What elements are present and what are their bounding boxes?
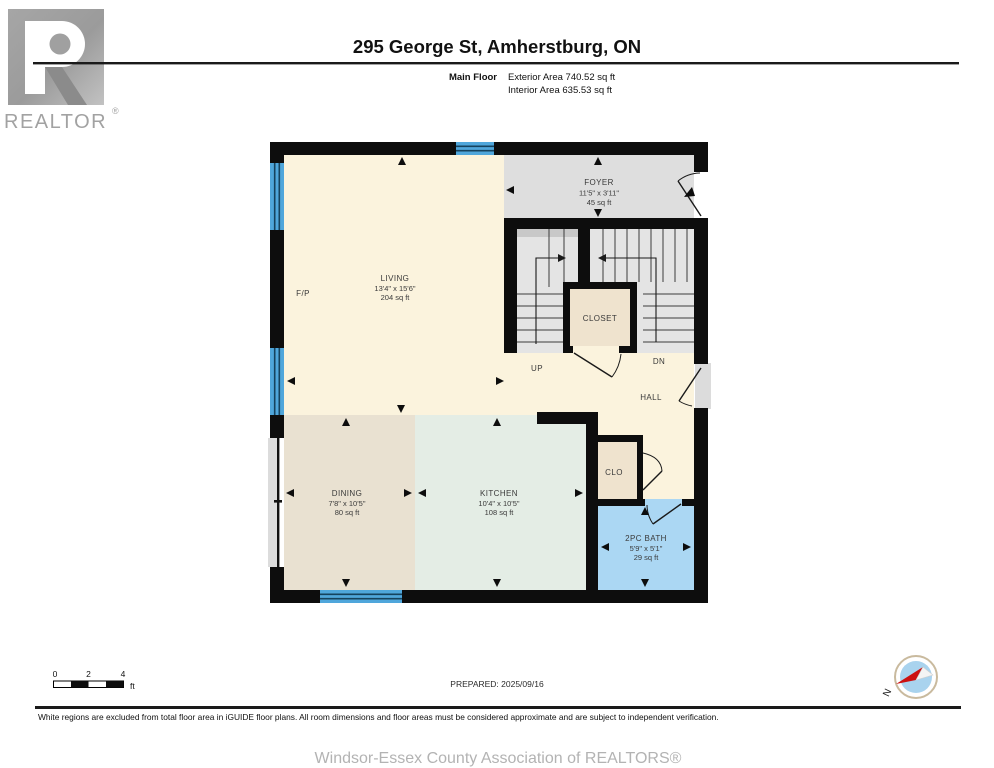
window-left-upper (270, 163, 284, 230)
wall-stair-divider (578, 229, 590, 288)
wall-left-lower (270, 567, 284, 603)
closet-door-opening (573, 346, 619, 353)
realtor-logo-r-bowl-hole (50, 34, 71, 55)
foyer-area: 45 sq ft (586, 198, 612, 207)
realtor-registered-mark: ® (112, 106, 119, 116)
realtor-logo (8, 9, 104, 105)
stairs-up-label: UP (531, 364, 543, 373)
window-left-mid (270, 348, 284, 415)
disclaimer-text: White regions are excluded from total floor area in iGUIDE floor plans. All room dimensions and floor areas must be considered approximate and are subject to independent verification. (38, 712, 719, 722)
wall-stair-left (504, 222, 517, 353)
scale-bar-seg1 (71, 681, 89, 688)
fireplace-label: F/P (296, 289, 310, 298)
scale-tick-0: 0 (52, 669, 58, 679)
prepared-date: PREPARED: 2025/09/16 (450, 679, 544, 689)
window-top (456, 142, 494, 155)
footer (35, 656, 961, 767)
stairs-down-label: DN (652, 357, 666, 366)
bath-door-opening (645, 499, 682, 506)
association-name: Windsor-Essex County Association of REALTORS® (314, 750, 682, 767)
clo-name: CLO (605, 468, 623, 477)
floor-plan (268, 142, 711, 603)
scale-tick-2: 2 (86, 669, 91, 679)
dining-area: 80 sq ft (334, 508, 360, 517)
scale-unit-label: ft (130, 681, 135, 691)
kitchen-area: 108 sq ft (484, 508, 514, 517)
dining-name: DINING (331, 489, 363, 498)
realtor-wordmark: REALTOR (4, 111, 108, 133)
wall-clo-right (637, 435, 643, 505)
realtor-logo-r-stem (25, 21, 45, 94)
scale-bar-seg2 (106, 681, 124, 688)
header-rule (33, 62, 959, 64)
header (4, 9, 959, 133)
scale-bar (53, 669, 136, 691)
kitchen-name: KITCHEN (480, 489, 518, 498)
patio-door-latch (274, 500, 282, 503)
floor-label: Main Floor (448, 72, 497, 83)
hall-label: HALL (640, 393, 662, 402)
living-area: 204 sq ft (380, 293, 410, 302)
wall-clo-top (592, 435, 643, 442)
living-name: LIVING (380, 274, 410, 283)
exterior-area-label: Exterior Area 740.52 sq ft (508, 72, 616, 83)
page-title: 295 George St, Amherstburg, ON (352, 36, 642, 57)
bath-area: 29 sq ft (633, 553, 659, 562)
compass-icon (881, 656, 937, 699)
closet-name: CLOSET (582, 314, 618, 323)
stair-landing (517, 229, 578, 237)
compass-north-label: N (881, 687, 895, 699)
bath-dims: 5'9" x 5'1" (629, 544, 663, 553)
footer-rule (35, 706, 961, 709)
wall-right-a (694, 142, 708, 172)
window-bottom (320, 590, 402, 603)
left-patio-door (268, 438, 282, 567)
scale-tick-4: 4 (120, 669, 126, 679)
dining-dims: 7'8" x 10'5" (328, 499, 366, 508)
foyer-dims: 11'5" x 3'11" (578, 188, 620, 198)
interior-area-label: Interior Area 635.53 sq ft (508, 85, 613, 96)
back-door-step (695, 363, 711, 409)
wall-right-c (694, 408, 708, 590)
bath-name: 2PC BATH (625, 534, 667, 543)
living-dims: 13'4" x 15'6" (374, 284, 416, 293)
foyer-name: FOYER (584, 178, 614, 187)
wall-stair-top (504, 218, 694, 229)
wall-right-b (694, 218, 708, 364)
kitchen-dims: 10'4" x 10'5" (478, 499, 520, 508)
